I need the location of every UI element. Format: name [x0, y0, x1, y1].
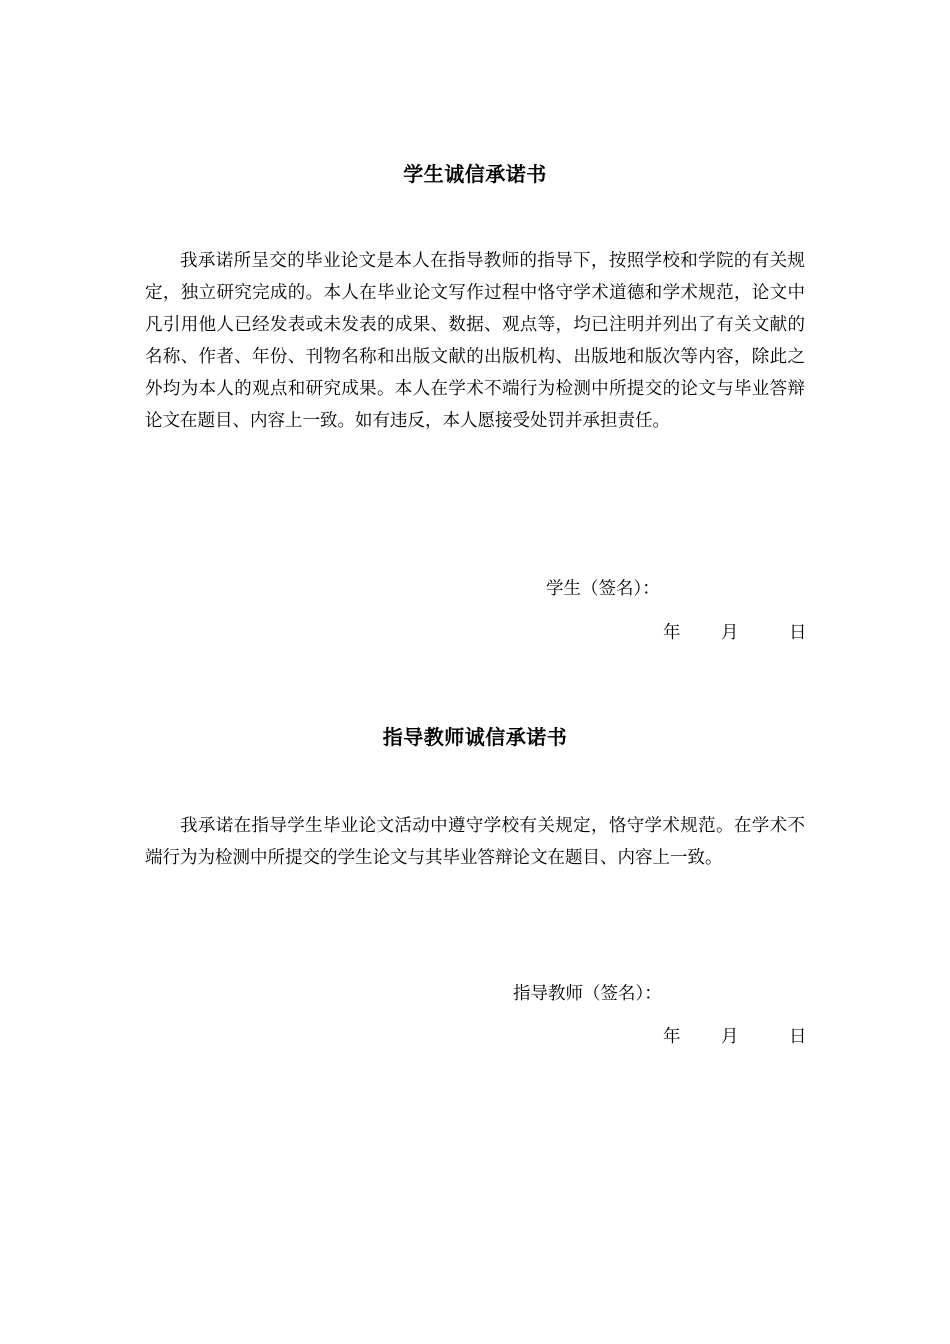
student-pledge-body: 我承诺所呈交的毕业论文是本人在指导教师的指导下，按照学校和学院的有关规定，独立研究完成的。本人在毕业论文写作过程中恪守学术道德和学术规范，论文中凡引用他人已经发表或未发表的成果、数据、观点等，均已注明并列出了有关文献的名称、作者、年份、刊物名称和出版文献的出版机构、出版地和版次等内容，除此之外均为本人的观点和研究成果。本人在学术不端行为检测中所提交的论文与毕业答辩论文在题目、内容上一致。如有违反，本人愿接受处罚并承担责任。 [145, 251, 805, 431]
advisor-date-day: 日 [789, 1027, 807, 1047]
advisor-signature-label: 指导教师（签名）： [513, 984, 662, 1004]
student-date-year: 年 [663, 623, 681, 643]
student-date-month: 月 [721, 623, 739, 643]
student-date-day: 日 [789, 623, 807, 643]
student-signature-label: 学生（签名）： [546, 579, 660, 599]
student-pledge-title: 学生诚信承诺书 [403, 162, 547, 186]
advisor-pledge-body: 我承诺在指导学生毕业论文活动中遵守学校有关规定，恪守学术规范。在学术不端行为为检测中所提交的学生论文与其毕业答辩论文在题目、内容上一致。 [145, 816, 805, 868]
advisor-pledge-title: 指导教师诚信承诺书 [382, 725, 568, 749]
advisor-date-year: 年 [663, 1027, 681, 1047]
advisor-date-month: 月 [721, 1027, 739, 1047]
